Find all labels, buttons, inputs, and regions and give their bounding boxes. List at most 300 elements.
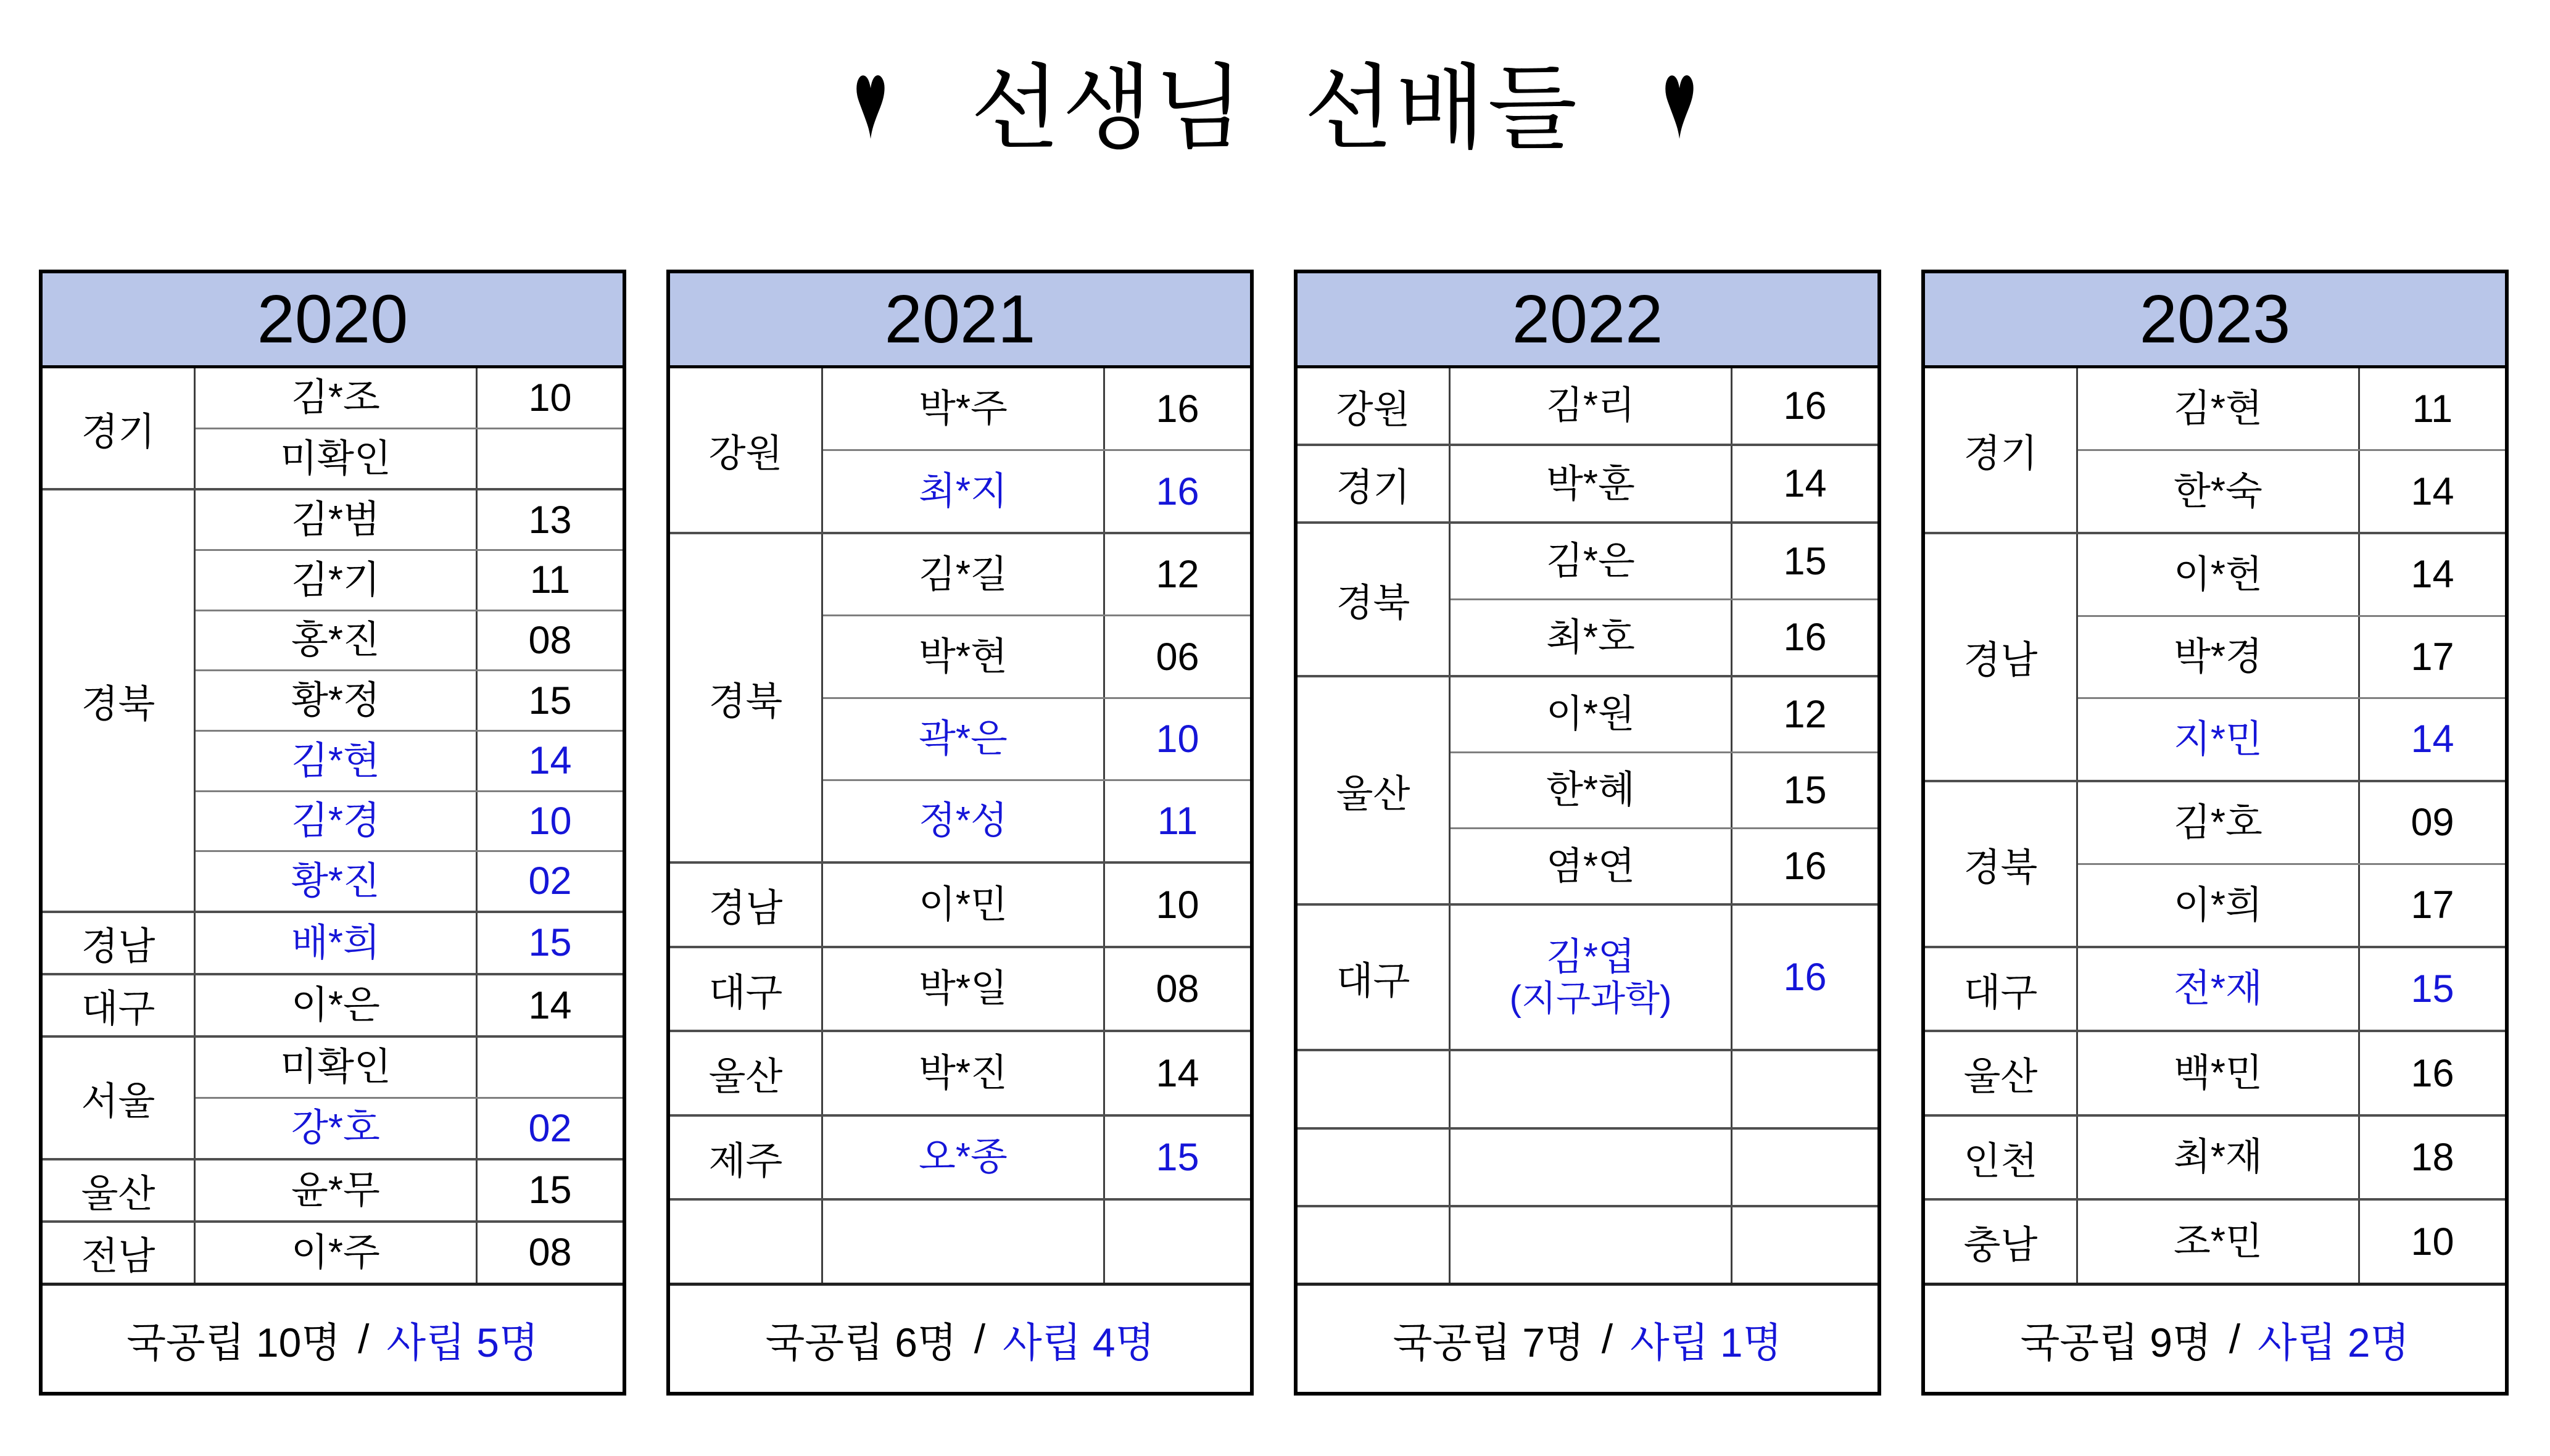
name-cell [1451, 524, 1732, 598]
table-row [823, 368, 1250, 451]
count-cell: 15 [2411, 967, 2454, 1011]
table-row [196, 732, 623, 792]
table-row [2078, 1117, 2505, 1199]
count-cell: 12 [1783, 692, 1827, 736]
teacher-name: 미확인 [280, 1046, 391, 1089]
year-header [1925, 273, 2505, 368]
region-group-경남 [43, 913, 623, 975]
table-row [823, 616, 1250, 698]
table-body [670, 368, 1250, 1283]
group-rows [823, 948, 1250, 1030]
teacher-name: 정*성 [919, 800, 1008, 843]
teacher-name-subject: (지구과학) [1509, 978, 1672, 1019]
count-cell: 18 [2411, 1136, 2454, 1180]
region-cell: 경남 [43, 913, 196, 973]
count-cell: 14 [528, 983, 572, 1027]
region-group-전남 [43, 1223, 623, 1283]
count-cell: 17 [2411, 883, 2454, 927]
table-row [2078, 534, 2505, 617]
teacher-name: 곽*은 [919, 718, 1008, 761]
teacher-name: 이*희 [2174, 883, 2262, 927]
region-group-서울 [43, 1038, 623, 1160]
region-group-울산 [43, 1160, 623, 1223]
table-row [196, 1160, 623, 1220]
group-rows [196, 913, 623, 973]
count-cell: 14 [2411, 718, 2454, 761]
group-rows [196, 368, 623, 488]
teacher-name: 김*기 [291, 558, 380, 602]
teacher-name: 박*일 [919, 967, 1008, 1011]
table-row [2078, 451, 2505, 532]
count-cell [478, 1038, 623, 1097]
group-rows [196, 975, 623, 1035]
name-cell [2078, 617, 2360, 698]
group-rows [1451, 524, 1877, 674]
count-cell: 16 [1783, 384, 1827, 428]
count-cell: 10 [1156, 717, 1199, 761]
count-cell: 14 [2411, 553, 2454, 597]
name-cell [196, 1099, 478, 1158]
region-cell: 울산 [1298, 677, 1451, 904]
region-group-경북 [1925, 782, 2505, 948]
name-cell [823, 699, 1105, 779]
count-cell: 12 [1156, 553, 1199, 597]
table-row [196, 551, 623, 611]
teacher-name: 김*범 [291, 498, 380, 541]
region-group-경남 [1925, 534, 2505, 782]
count-cell [1732, 1051, 1877, 1127]
table-row [1451, 1130, 1877, 1205]
region-group-경북 [43, 490, 623, 912]
region-cell: 전남 [43, 1223, 196, 1283]
name-cell [2078, 699, 2360, 780]
teacher-name: 윤*무 [291, 1169, 380, 1212]
count-cell: 15 [528, 679, 572, 722]
year-table-2022 [1294, 270, 1881, 1396]
table-row [1451, 446, 1877, 521]
teacher-name: 황*진 [291, 859, 380, 903]
table-row [1451, 906, 1877, 1049]
name-cell [823, 948, 1105, 1030]
table-row [1451, 753, 1877, 829]
footer-private-count: 사립 4명 [1003, 1319, 1155, 1365]
table-row [823, 781, 1250, 861]
name-cell [196, 1038, 478, 1097]
region-cell [1298, 1207, 1451, 1283]
group-rows [196, 1160, 623, 1220]
name-cell [2078, 451, 2360, 532]
name-cell [196, 1160, 478, 1220]
table-row [2078, 865, 2505, 946]
year-table-2021 [666, 270, 1254, 1396]
name-cell [2078, 948, 2360, 1030]
region-cell: 경기 [43, 368, 196, 488]
name-cell [196, 611, 478, 670]
region-cell: 대구 [43, 975, 196, 1035]
year-header [1298, 273, 1877, 368]
name-cell [823, 451, 1105, 532]
teacher-name: 전*재 [2174, 967, 2262, 1011]
table-row [196, 671, 623, 732]
name-cell [823, 534, 1105, 614]
table-row [2078, 948, 2505, 1030]
group-rows [1451, 906, 1877, 1049]
count-cell: 06 [1156, 635, 1199, 679]
region-group-울산 [670, 1032, 1250, 1117]
name-cell [823, 1201, 1105, 1283]
region-group-대구 [1925, 948, 2505, 1033]
empty-row-group [1298, 1207, 1877, 1283]
count-cell: 10 [528, 799, 572, 843]
teacher-name: 박*경 [2174, 635, 2262, 679]
count-cell: 16 [1783, 616, 1827, 660]
teacher-name: 박*현 [919, 635, 1008, 678]
region-cell: 울산 [670, 1032, 823, 1114]
teacher-name: 이*원 [1546, 693, 1635, 736]
name-cell [196, 913, 478, 973]
region-cell: 충남 [1925, 1201, 2078, 1283]
teacher-name: 김*리 [1546, 384, 1635, 428]
teacher-name: 염*연 [1546, 845, 1635, 888]
table-row [196, 852, 623, 911]
region-cell: 강원 [1298, 368, 1451, 444]
teacher-name: 박*진 [919, 1051, 1008, 1094]
region-cell: 울산 [1925, 1032, 2078, 1114]
region-cell [1298, 1051, 1451, 1127]
footer-public-count: 국공립 10명 [126, 1319, 341, 1365]
table-row [1451, 524, 1877, 600]
name-cell [196, 551, 478, 610]
teacher-name: 박*훈 [1546, 462, 1635, 505]
teacher-name: 한*혜 [1546, 769, 1635, 812]
region-group-경기 [43, 368, 623, 490]
count-cell [1105, 1201, 1250, 1283]
region-cell: 울산 [43, 1160, 196, 1220]
name-cell [1451, 368, 1732, 444]
region-cell: 경기 [1925, 368, 2078, 532]
group-rows [1451, 677, 1877, 904]
region-cell: 경북 [43, 490, 196, 910]
teacher-name: 최*호 [1546, 616, 1635, 659]
teacher-name: 미확인 [280, 437, 391, 480]
teacher-name: 홍*진 [291, 619, 380, 662]
region-cell: 대구 [670, 948, 823, 1030]
region-cell: 인천 [1925, 1117, 2078, 1199]
footer-public-count: 국공립 7명 [1393, 1319, 1584, 1365]
region-cell [670, 1201, 823, 1283]
name-cell [1451, 677, 1732, 751]
name-cell [823, 1032, 1105, 1114]
year-label: 2023 [2139, 281, 2291, 357]
count-cell: 14 [1783, 462, 1827, 506]
title-text: 선생님 선배들 [970, 56, 1580, 160]
group-rows [1451, 446, 1877, 521]
name-cell [823, 781, 1105, 861]
region-cell: 경북 [670, 534, 823, 861]
group-rows [2078, 782, 2505, 946]
name-cell [2078, 1201, 2360, 1283]
count-cell: 11 [2412, 387, 2453, 431]
name-cell [196, 792, 478, 851]
table-row [196, 913, 623, 973]
group-rows [1451, 1207, 1877, 1283]
count-cell: 15 [1783, 539, 1827, 583]
name-cell [2078, 368, 2360, 449]
name-cell [1451, 1207, 1732, 1283]
year-header [43, 273, 623, 368]
count-cell: 09 [2411, 801, 2454, 845]
year-table-2023 [1921, 270, 2509, 1396]
group-rows [2078, 1032, 2505, 1114]
table-row [196, 975, 623, 1035]
name-cell [1451, 446, 1732, 521]
group-rows [2078, 948, 2505, 1030]
region-group-대구 [1298, 906, 1877, 1051]
region-cell: 서울 [43, 1038, 196, 1157]
teacher-name: 김*경 [291, 800, 380, 843]
region-cell [1298, 1130, 1451, 1205]
count-cell: 16 [1783, 956, 1827, 999]
group-rows [196, 1038, 623, 1157]
count-cell: 10 [2411, 1220, 2454, 1264]
empty-row-group [1298, 1051, 1877, 1129]
empty-row-group [670, 1201, 1250, 1283]
name-cell [1451, 829, 1732, 903]
table-row [823, 699, 1250, 781]
footer-slash-divider: / [974, 1316, 986, 1362]
group-rows [2078, 1201, 2505, 1283]
region-group-경북 [1298, 524, 1877, 677]
table-row [1451, 677, 1877, 753]
region-cell: 경북 [1298, 524, 1451, 674]
table-body [43, 368, 623, 1283]
footer-public-count: 국공립 9명 [2020, 1319, 2212, 1365]
table-row [196, 429, 623, 489]
table-row [2078, 699, 2505, 780]
name-cell [196, 975, 478, 1035]
empty-row-group [1298, 1130, 1877, 1207]
tables-row [39, 270, 2509, 1396]
count-cell: 16 [2411, 1051, 2454, 1095]
table-footer [1298, 1283, 1877, 1392]
table-row [2078, 617, 2505, 700]
region-group-충남 [1925, 1201, 2505, 1283]
table-row [823, 451, 1250, 532]
name-cell [1451, 1051, 1732, 1127]
name-cell [196, 1223, 478, 1283]
count-cell: 15 [1156, 1136, 1199, 1180]
count-cell: 02 [528, 1106, 572, 1150]
count-cell: 14 [528, 739, 572, 783]
region-cell: 대구 [1925, 948, 2078, 1030]
count-cell: 13 [528, 498, 572, 542]
table-row [1451, 368, 1877, 444]
count-cell [478, 429, 623, 489]
table-row [823, 864, 1250, 946]
footer-slash-divider: / [1601, 1316, 1613, 1362]
name-cell [2078, 1117, 2360, 1199]
region-group-울산 [1925, 1032, 2505, 1117]
region-group-대구 [670, 948, 1250, 1033]
table-row [196, 368, 623, 429]
name-cell [2078, 782, 2360, 863]
name-cell [1451, 753, 1732, 827]
teacher-name: 이*주 [291, 1231, 380, 1274]
table-row [196, 1038, 623, 1099]
region-group-제주 [670, 1117, 1250, 1201]
region-group-인천 [1925, 1117, 2505, 1201]
teacher-name: 황*정 [291, 679, 380, 722]
count-cell: 08 [528, 618, 572, 662]
count-cell: 16 [1156, 387, 1199, 431]
count-cell: 02 [528, 859, 572, 903]
table-row [823, 948, 1250, 1030]
table-row [1451, 1207, 1877, 1283]
teacher-name: 백*민 [2174, 1051, 2262, 1094]
count-cell: 10 [528, 376, 572, 420]
group-rows [196, 1223, 623, 1283]
count-cell: 14 [2411, 469, 2454, 513]
count-cell: 08 [528, 1231, 572, 1275]
teacher-name: 김*은 [1546, 540, 1635, 582]
table-footer [1925, 1283, 2505, 1392]
group-rows [823, 1117, 1250, 1199]
group-rows [196, 490, 623, 910]
footer-private-count: 사립 2명 [2258, 1319, 2410, 1365]
teacher-name: 김*조 [291, 376, 380, 420]
name-cell [823, 1117, 1105, 1199]
count-cell: 15 [528, 921, 572, 965]
table-row [196, 490, 623, 551]
name-cell [823, 616, 1105, 697]
table-body [1925, 368, 2505, 1283]
count-cell: 11 [1157, 800, 1198, 843]
table-row [823, 1032, 1250, 1114]
count-cell: 15 [528, 1169, 572, 1212]
group-rows [2078, 368, 2505, 532]
group-rows [823, 864, 1250, 946]
teacher-name: 강*호 [291, 1107, 380, 1150]
group-rows [2078, 534, 2505, 780]
table-row [196, 611, 623, 672]
region-cell: 대구 [1298, 906, 1451, 1049]
group-rows [823, 534, 1250, 861]
table-footer [43, 1283, 623, 1392]
name-cell [196, 852, 478, 911]
count-cell: 11 [529, 558, 571, 602]
region-group-강원 [670, 368, 1250, 534]
footer-slash-divider: / [358, 1316, 370, 1362]
region-cell: 경기 [1298, 446, 1451, 521]
teacher-name: 최*지 [919, 469, 1008, 513]
footer-public-count: 국공립 6명 [765, 1319, 957, 1365]
teacher-name: 조*민 [2174, 1220, 2262, 1264]
name-cell [196, 429, 478, 489]
count-cell: 17 [2411, 635, 2454, 679]
table-row [1451, 1051, 1877, 1127]
teacher-name: 최*재 [2174, 1136, 2262, 1179]
table-row [823, 1117, 1250, 1199]
table-row [1451, 600, 1877, 675]
teacher-name: 김*엽 [1546, 936, 1635, 979]
name-cell [1451, 1130, 1732, 1205]
teacher-name: 김*호 [2174, 801, 2262, 844]
teacher-name: 지*민 [2174, 718, 2262, 761]
teacher-name: 김*현 [291, 739, 380, 782]
teacher-name: 김*길 [919, 553, 1008, 596]
region-cell: 경남 [1925, 534, 2078, 780]
region-cell: 강원 [670, 368, 823, 532]
region-group-대구 [43, 975, 623, 1038]
name-cell [823, 864, 1105, 946]
heart-right-icon: ♥ [1662, 37, 1697, 162]
count-cell: 08 [1156, 967, 1199, 1011]
teacher-name: 배*희 [291, 921, 380, 964]
table-row [1451, 829, 1877, 903]
table-row [2078, 1032, 2505, 1114]
count-cell [1732, 1130, 1877, 1205]
teacher-name: 한*숙 [2174, 469, 2262, 513]
name-cell [196, 671, 478, 730]
group-rows [823, 1201, 1250, 1283]
table-row [823, 1201, 1250, 1283]
footer-private-count: 사립 5명 [386, 1319, 539, 1365]
teacher-name: 이*은 [291, 983, 380, 1027]
table-row [196, 1223, 623, 1283]
table-row [196, 792, 623, 853]
teacher-name: 이*헌 [2174, 553, 2262, 596]
count-cell: 16 [1783, 845, 1827, 888]
year-table-2020 [39, 270, 626, 1396]
group-rows [1451, 1051, 1877, 1127]
teacher-name: 오*종 [919, 1136, 1008, 1179]
region-group-경기 [1298, 446, 1877, 524]
region-cell: 제주 [670, 1117, 823, 1199]
name-cell [1451, 600, 1732, 675]
year-header [670, 273, 1250, 368]
table-footer [670, 1283, 1250, 1392]
heart-left-icon: ♥ [853, 37, 888, 162]
table-row [2078, 782, 2505, 865]
name-cell [2078, 865, 2360, 946]
name-cell [196, 732, 478, 790]
name-cell [196, 490, 478, 549]
group-rows [823, 1032, 1250, 1114]
footer-slash-divider: / [2229, 1316, 2241, 1362]
year-label: 2021 [884, 281, 1036, 357]
teacher-name: 김*현 [2174, 387, 2262, 430]
region-cell: 경북 [1925, 782, 2078, 946]
name-cell [196, 368, 478, 428]
region-group-울산 [1298, 677, 1877, 906]
group-rows [1451, 368, 1877, 444]
count-cell: 10 [1156, 883, 1199, 927]
table-row [823, 534, 1250, 616]
table-row [2078, 368, 2505, 451]
group-rows [2078, 1117, 2505, 1199]
region-group-경남 [670, 864, 1250, 948]
name-cell [2078, 1032, 2360, 1114]
year-label: 2022 [1512, 281, 1663, 357]
teacher-name: 박*주 [919, 387, 1008, 430]
table-body [1298, 368, 1877, 1283]
group-rows [823, 368, 1250, 532]
group-rows [1451, 1130, 1877, 1205]
region-group-경북 [670, 534, 1250, 864]
region-cell: 경남 [670, 864, 823, 946]
region-group-경기 [1925, 368, 2505, 534]
count-cell: 14 [1156, 1051, 1199, 1095]
